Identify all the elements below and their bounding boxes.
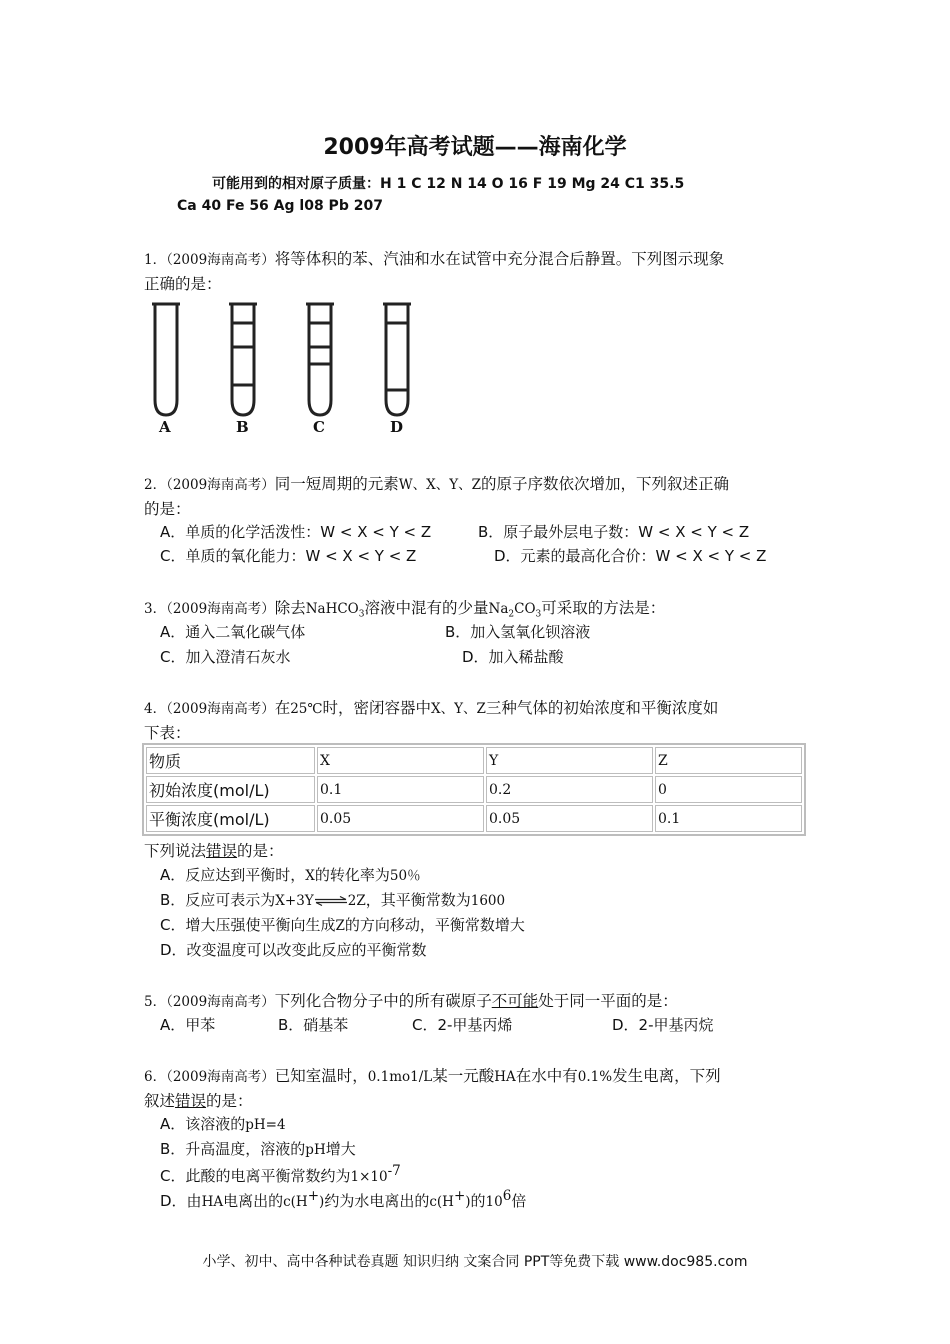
q2-line-1 — [144, 472, 729, 494]
q5-option-d: D．2-甲基丙烷 — [612, 1016, 714, 1034]
na2co3-co: CO — [514, 601, 536, 617]
tube-label-d: D — [390, 418, 404, 436]
q6-a-value: pH=4 — [245, 1117, 286, 1133]
footer-text: 小学、初中、高中各种试卷真题 知识归纳 文案合同 PPT等免费下载 www.doc985.com — [202, 1254, 748, 1270]
table-row — [146, 776, 802, 803]
q5-option-a: A．甲苯 — [160, 1016, 216, 1034]
q4-option-a — [160, 864, 421, 885]
table-cell: Y — [486, 747, 653, 774]
q5-option-c: C．2-甲基丙烯 — [412, 1016, 513, 1034]
q6-b-post: 增大 — [325, 1140, 356, 1158]
q4-a-x: X — [305, 868, 315, 884]
q4-b-mid: ，其平衡常数为 — [365, 891, 471, 909]
q6-line-1 — [144, 1064, 721, 1086]
q3-formula-na2co3 — [488, 601, 542, 620]
q4-option-c — [160, 914, 525, 935]
q3-line-1 — [144, 596, 665, 620]
q3-option-a: A．通入二氧化碳气体 — [160, 623, 306, 641]
q6-c-value: 1×10 — [350, 1169, 388, 1185]
q6-d-plus1: + — [307, 1188, 320, 1204]
q4-a-mid: 的转化率为 — [314, 866, 390, 884]
atomic-masses-line-2: Ca 40 Fe 56 Ag l08 Pb 207 — [177, 198, 383, 214]
q4-text-2: 时，密闭容器中 — [322, 699, 432, 717]
q6-option-b — [160, 1138, 356, 1159]
q4-after-table — [144, 839, 284, 861]
q6-d-plus2: + — [453, 1188, 466, 1204]
table-cell: Z — [655, 747, 802, 774]
q6-d-mid1: 电离出的 — [223, 1192, 284, 1210]
q6-text-4: 发生电离，下列 — [612, 1067, 721, 1085]
q2-line-2: 的是： — [144, 500, 191, 518]
q4-text-1: 在 — [274, 699, 291, 717]
q6-ha: HA — [494, 1069, 516, 1085]
q4-c-z: Z — [335, 918, 345, 934]
q4-after-pre: 下列说法 — [144, 842, 207, 860]
q6-d-c1: c(H — [283, 1194, 308, 1210]
q6-text-2: 某一元酸 — [432, 1067, 495, 1085]
q5-number: 5．（2009海南高考） — [144, 994, 275, 1010]
q2-text-a: 同一短周期的元素 — [274, 475, 399, 493]
q4-a-pre: A．反应达到平衡时， — [160, 866, 306, 884]
q6-d-post: 倍 — [511, 1192, 527, 1210]
q4-temperature: 25℃ — [290, 701, 323, 717]
table-row — [146, 747, 802, 774]
q4-after-underlined: 错误 — [206, 842, 238, 860]
equilibrium-arrow-icon — [314, 896, 348, 906]
q4-option-b — [160, 889, 505, 910]
q6-line2-underlined: 错误 — [175, 1092, 207, 1110]
q5-text-pre: 下列化合物分子中的所有碳原子 — [274, 992, 492, 1010]
q1-number: 1．（2009海南高考） — [144, 252, 275, 268]
nahco3-sub: 3 — [358, 609, 365, 620]
tube-b — [229, 304, 257, 415]
tube-label-c: C — [313, 418, 325, 436]
q2-option-a: A．单质的化学活泼性：W < X < Y < Z — [160, 523, 432, 541]
q3-text-pre: 除去 — [274, 599, 306, 617]
q2-elements: W、X、Y、Z — [398, 477, 481, 493]
q4-b-value: 1600 — [470, 893, 506, 909]
q4-b-pre: B．反应可表示为 — [160, 891, 276, 909]
q6-d-mid3: 的 — [470, 1192, 486, 1210]
table-row — [146, 805, 802, 832]
q6-d-c2-close: ) — [465, 1194, 471, 1210]
q4-b-rhs: 2Z — [347, 893, 366, 909]
q6-text-1: 已知室温时， — [274, 1067, 368, 1085]
na2co3-na: Na — [488, 601, 509, 617]
q5-line-1 — [144, 989, 678, 1011]
q6-c-pre: C．此酸的电离平衡常数约为 — [160, 1167, 351, 1185]
q6-line2-post: 的是： — [206, 1092, 253, 1110]
q3-option-d: D．加入稀盐酸 — [462, 648, 564, 666]
q4-c-pre: C．增大压强使平衡向生成 — [160, 916, 336, 934]
q6-d-power: 10 — [485, 1194, 503, 1210]
q4-elements: X、Y、Z — [431, 701, 486, 717]
q4-number: 4．（2009海南高考） — [144, 701, 275, 717]
table-cell: X — [317, 747, 484, 774]
q6-d-mid2: 约为水电离出的 — [324, 1192, 430, 1210]
q6-d-ha: HA — [201, 1194, 224, 1210]
q6-b-ph: pH — [305, 1142, 326, 1158]
q4-line-2: 下表： — [144, 724, 191, 742]
q4-after-post: 的是： — [237, 842, 284, 860]
q6-concentration: 0.1mo1/L — [367, 1069, 433, 1085]
nahco3-text: NaHCO — [305, 601, 359, 617]
q1-line-1 — [144, 247, 724, 269]
q3-text-post: 可采取的方法是： — [541, 599, 666, 617]
q6-option-a — [160, 1113, 286, 1134]
q6-option-c — [160, 1163, 401, 1186]
page-title: 2009年高考试题——海南化学 — [323, 135, 627, 160]
q1-text: 将等体积的苯、汽油和水在试管中充分混合后静置。下列图示现象 — [274, 250, 725, 268]
tube-label-a: A — [159, 418, 171, 436]
q5-text-underlined: 不可能 — [491, 992, 539, 1010]
na2co3-sub2: 3 — [535, 609, 542, 620]
q2-option-b: B．原子最外层电子数：W < X < Y < Z — [478, 523, 750, 541]
q3-formula-nahco3 — [305, 601, 365, 620]
table-cell: 0.1 — [317, 776, 484, 803]
q4-c-post: 的方向移动，平衡常数增大 — [344, 916, 525, 934]
tube-a — [152, 304, 180, 415]
q4-b-lhs: X+3Y — [275, 893, 314, 909]
q6-line2-pre: 叙述 — [144, 1092, 176, 1110]
atomic-masses-line-1: 可能用到的相对原子质量：H 1 C 12 N 14 O 16 F 19 Mg 24 C1 35.5 — [212, 176, 685, 192]
table-cell: 平衡浓度(mol/L) — [146, 805, 315, 832]
table-cell: 0.2 — [486, 776, 653, 803]
q6-d-pre: D．由 — [160, 1192, 202, 1210]
test-tubes-figure — [140, 295, 430, 440]
na2co3-sub1: 2 — [508, 609, 515, 620]
q6-percent: 0.1% — [577, 1069, 613, 1085]
q2-text-b: 的原子序数依次增加，下列叙述正确 — [481, 475, 730, 493]
q4-option-d: D．改变温度可以改变此反应的平衡常数 — [160, 941, 427, 959]
q5-text-post: 处于同一平面的是： — [538, 992, 678, 1010]
table-cell: 0.05 — [486, 805, 653, 832]
table-cell: 初始浓度(mol/L) — [146, 776, 315, 803]
q3-option-b: B．加入氢氧化钡溶液 — [445, 623, 591, 641]
table-cell: 0.05 — [317, 805, 484, 832]
q6-b-pre: B．升高温度，溶液的 — [160, 1140, 306, 1158]
q6-text-3: 在水中有 — [515, 1067, 578, 1085]
q6-number: 6．（2009海南高考） — [144, 1069, 275, 1085]
q3-text-mid: 溶液中混有的少量 — [364, 599, 489, 617]
q6-d-c1-close: ) — [319, 1194, 325, 1210]
concentration-table — [142, 743, 806, 836]
q3-option-c: C．加入澄清石灰水 — [160, 648, 291, 666]
tube-d — [383, 304, 411, 415]
q4-line-1 — [144, 696, 718, 718]
q6-option-d — [160, 1188, 526, 1211]
q6-line-2 — [144, 1089, 253, 1111]
q6-d-c2: c(H — [429, 1194, 454, 1210]
q2-option-c: C．单质的氧化能力：W < X < Y < Z — [160, 547, 417, 565]
q6-c-exponent: -7 — [387, 1163, 401, 1179]
tube-c — [306, 304, 334, 415]
table-cell: 0.1 — [655, 805, 802, 832]
q1-line-2: 正确的是： — [144, 275, 222, 293]
table-cell: 0 — [655, 776, 802, 803]
q6-a-pre: A．该溶液的 — [160, 1115, 246, 1133]
q4-text-3: 三种气体的初始浓度和平衡浓度如 — [485, 699, 719, 717]
q5-option-b: B．硝基苯 — [278, 1016, 349, 1034]
tube-label-b: B — [236, 418, 249, 436]
q3-number: 3．（2009海南高考） — [144, 601, 275, 617]
q2-number: 2．（2009海南高考） — [144, 477, 275, 493]
table-cell: 物质 — [146, 747, 315, 774]
q6-d-exponent: 6 — [502, 1188, 512, 1204]
q2-option-d: D．元素的最高化合价：W < X < Y < Z — [494, 547, 767, 565]
q4-a-value: 50％ — [389, 868, 421, 884]
